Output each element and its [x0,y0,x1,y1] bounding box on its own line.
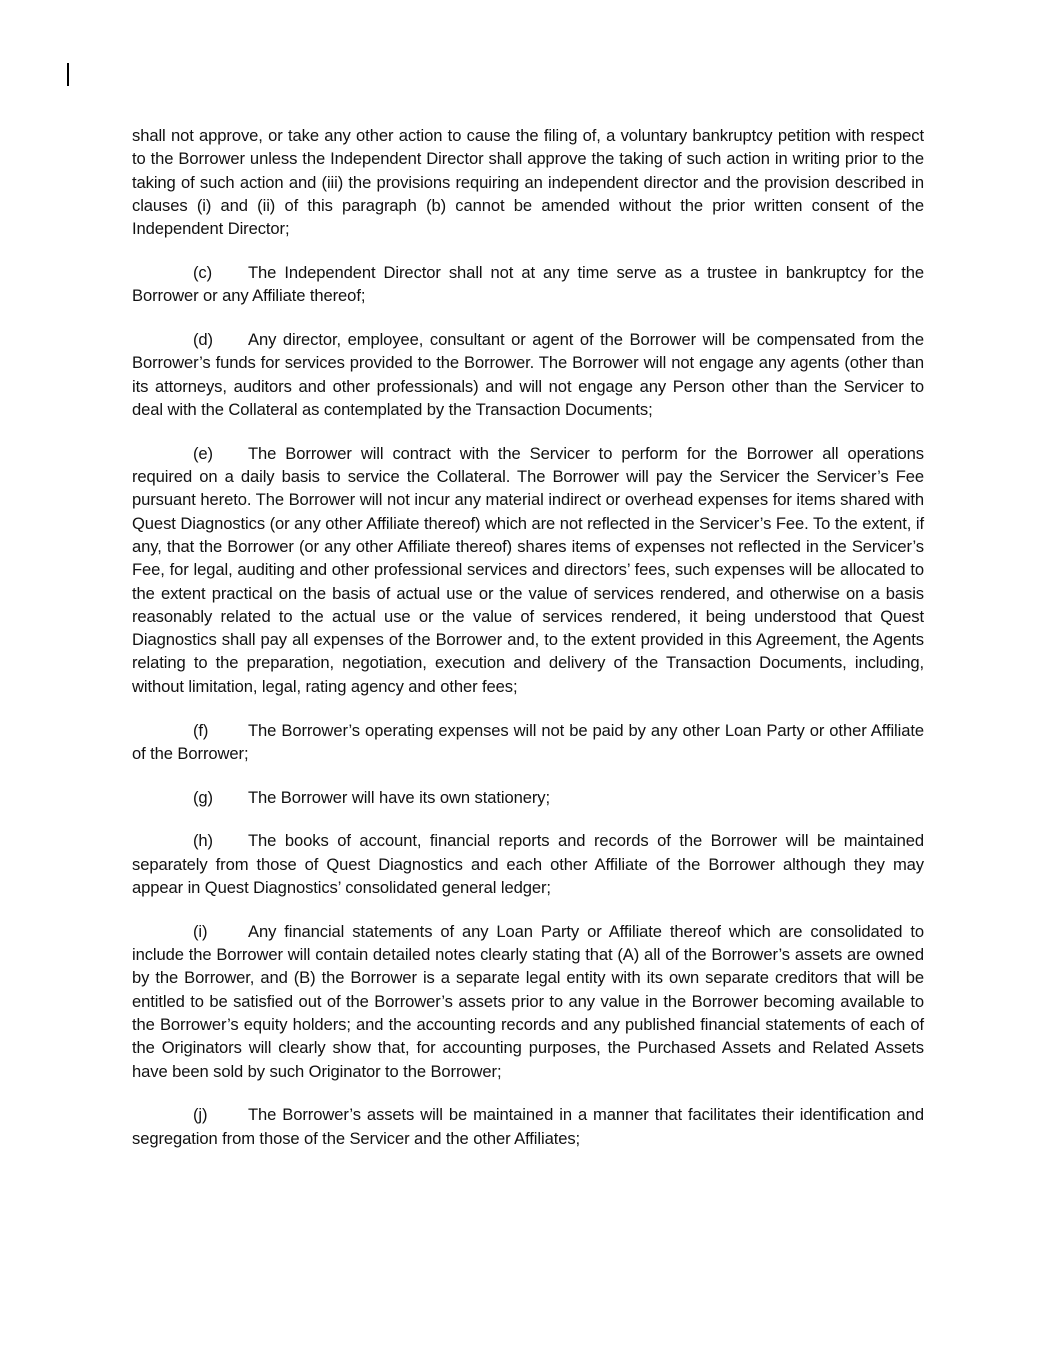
paragraph-text: The Borrower’s operating expenses will not be paid by any other Loan Party or other Affiliate of the Borrower; [132,720,924,763]
paragraph-text: Any director, employee, consultant or agent of the Borrower will be compensated from the Borrower’s funds for services provided to the Borrower. The Borrower will not engage any agents (other than its attorneys, auditors and other professionals) and will not engage any Person other than the Servicer to deal with the Collateral as contemplated by the Transaction Documents; [132,330,924,419]
paragraph-text: Any financial statements of any Loan Party or Affiliate thereof which are consolidated to include the Borrower will contain detailed notes clearly stating that (A) all of the Borrower’s assets are owned by the Borrower, and (B) the Borrower is a separate legal entity with its own separate creditors that will be entitled to be satisfied out of the Borrower’s assets prior to any value in the Borrower becoming available to the Borrower’s equity holders; and the accounting records and any published financial statements of each of the Originators will clearly show that, for accounting purposes, the Purchased Assets and Related Assets have been sold by such Originator to the Borrower; [132,921,924,1081]
paragraph-text: shall not approve, or take any other action to cause the filing of, a voluntary bankruptcy petition with respect to the Borrower unless the Independent Director shall approve the taking of such action in writing prior to the taking of such action and (iii) the provisions requiring an independent director and the provision described in clauses (i) and (ii) of this paragraph (b) cannot be amended without the prior written consent of the Independent Director; [132,126,924,239]
paragraph-text: The Borrower’s assets will be maintained in a manner that facilitates their identification and segregation from those of the Servicer and the other Affiliates; [132,1105,924,1148]
clause-label: (c) [193,262,213,282]
clause-label: (j) [193,1105,208,1125]
paragraph-j [132,1103,924,1150]
paragraph-i [132,920,924,1083]
paragraph-h [132,829,924,899]
clause-label: (h) [193,831,213,851]
clause-label: (g) [193,787,213,807]
paragraph-text: The books of account, financial reports and records of the Borrower will be maintained separately from those of Quest Diagnostics and each other Affiliate of the Borrower although they may appear in Quest Diagnostics’ consolidated general ledger; [132,831,924,898]
paragraph-f [132,719,924,766]
paragraph-text: The Borrower will contract with the Servicer to perform for the Borrower all operations required on a daily basis to service the Collateral. The Borrower will pay the Servicer the Servicer’s Fee pursuant hereto. The Borrower will not incur any material indirect or overhead expenses for items shared with Quest Diagnostics (or any other Affiliate thereof) which are not reflected in the Servicer’s Fee. To the extent, if any, that the Borrower (or any other Affiliate thereof) shares items of expenses not reflected in the Servicer’s Fee, for legal, auditing and other professional services and directors’ fees, such expenses will be allocated to the extent practical on the basis of actual use or the value of services rendered, and otherwise on a basis reasonably related to the actual use or the value of services rendered, it being understood that Quest Diagnostics shall pay all expenses of the Borrower and, to the extent provided in this Agreement, the Agents relating to the preparation, negotiation, execution and delivery of the Transaction Documents, including, without limitation, legal, rating agency and other fees; [132,443,924,696]
paragraph-text: The Borrower will have its own stationery; [248,787,550,807]
text-cursor [67,63,69,86]
paragraph-d [132,328,924,421]
paragraph-continuation [132,124,924,240]
document-body [132,124,924,1170]
clause-label: (i) [193,921,208,941]
paragraph-g [132,786,924,809]
clause-label: (d) [193,330,213,350]
paragraph-text: The Independent Director shall not at any time serve as a trustee in bankruptcy for the Borrower or any Affiliate thereof; [132,262,924,306]
clause-label: (f) [193,720,209,740]
paragraph-e [132,442,924,698]
clause-label: (e) [193,443,213,463]
paragraph-c [132,261,924,308]
